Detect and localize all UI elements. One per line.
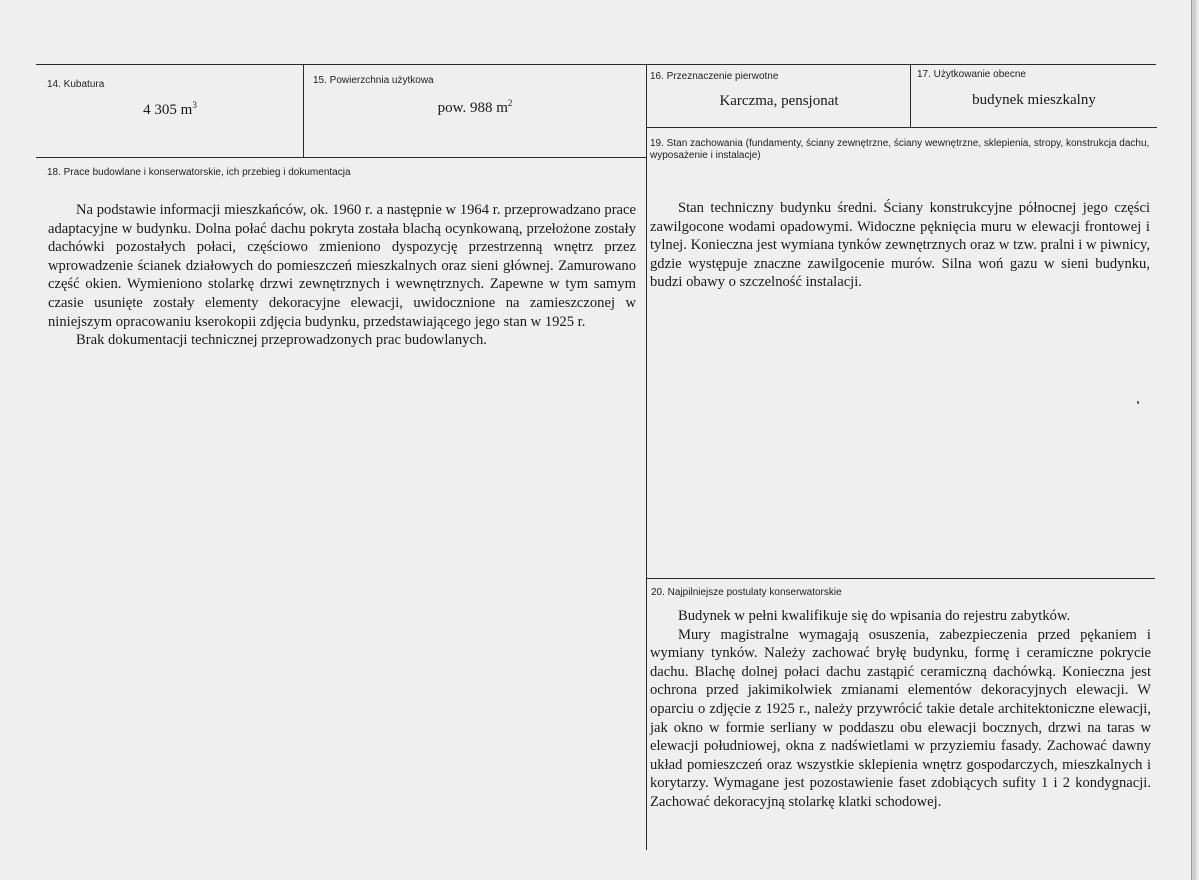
field-15-label: 15. Powierzchnia użytkowa <box>313 75 434 86</box>
paper-edge <box>1191 0 1196 880</box>
divider-14-15 <box>303 64 304 157</box>
field-14-label: 14. Kubatura <box>47 79 105 90</box>
top-rule <box>36 64 1156 65</box>
field-17-label: 17. Użytkowanie obecne <box>917 69 1026 80</box>
divider-16-17 <box>910 64 911 128</box>
field-19-paragraph-1: Stan techniczny budynku średni. Ściany konstrukcyjne północnej jego części zawilgocone wodami opadowymi. Widoczne pęknięcia muru w elewacji frontowej i tylnej. Konieczna jest wymiana tynków zewnętrznych oraz w tzw. pralni i w piwnicy, gdzie występuje znaczne zawilgocenie murów. Silna woń gazu w sieni budynku, budzi obawy o szczelność instalacji. <box>650 200 1150 291</box>
field-20-paragraph-1: Budynek w pełni kwalifikuje się do wpisania do rejestru zabytków. <box>678 608 1071 624</box>
rule-under-16-17 <box>646 127 1157 128</box>
field-20-paragraph-2: Mury magistralne wymagają osuszenia, zabezpieczenia przed pękaniem i wymiany tynków. Należy zachować bryłę budynku, formę i ceramiczne pokrycie dachu. Blachę dolnej połaci dachu zastąpić ceramiczną dachówką. Konieczna jest ochrona przed jakimikolwiek zmianami elementów dekoracyjnych elewacji. W oparciu o zdjęcie z 1925 r., należy przywrócić takie detale architektoniczne elewacji, jak okno w formie serliany w poddaszu obu elewacji bocznych, drzwi na taras w elewacji południowej, okna z nadświetlami w przyziemiu fasady. Zachować dawny układ pomieszczeń oraz wszystkie sklepienia wnętrz gospodarczych, mieszkalnych i korytarzy. Wymagane jest pozostawienie faset zdobiących sufity 1 i 2 kondygnacji. Zachować dekoracyjną stolarkę klatki schodowej. <box>650 626 1151 810</box>
field-14-value <box>40 96 300 119</box>
field-18-paragraph-2: Brak dokumentacji technicznej przeprowadzonych prac budowlanych. <box>76 332 487 349</box>
field-15-number: pow. 988 m <box>437 100 508 116</box>
field-15-unit-exponent: 2 <box>507 98 513 108</box>
field-16-label: 16. Przeznaczenie pierwotne <box>650 71 779 82</box>
field-18-paragraph-1: Na podstawie informacji mieszkańców, ok. 1960 r. a następnie w 1964 r. przeprowadzano prace adaptacyjne w budynku. Dolna połać dachu pokryta została blachą ocynkowaną, przełożone zostały dachówki pozostałych połaci, częściowo zmieniono dyspozycję przestrzenną wnętrz przez wprowadzenie ścianek działowych do pomieszczeń mieszkalnych oraz sieni głównej. Zamurowano część okien. Wymieniono stolarkę drzwi zewnętrznych i wewnętrznych. Zapewne w tym samym czasie usunięte zostały elementy dekoracyjne elewacji, uwidocznione na zamieszczonej w niniejszym opracowaniu kserokopii zdjęcia budynku, przedstawiającego jego stan w 1925 r. <box>48 202 636 330</box>
field-15-value <box>306 94 644 117</box>
field-14-number: 4 305 m <box>143 102 193 118</box>
rule-under-14-15 <box>36 157 646 158</box>
scan-speck <box>1137 401 1139 404</box>
field-18-label: 18. Prace budowlane i konserwatorskie, ich przebieg i dokumentacja <box>47 167 351 178</box>
field-19-label: 19. Stan zachowania (fundamenty, ściany zewnętrzne, ściany wewnętrzne, sklepienia, stropy, konstrukcja dachu, wyposażenie i instalacje) <box>650 138 1150 161</box>
field-20-label: 20. Najpilniejsze postulaty konserwatorskie <box>651 587 842 598</box>
field-14-unit-exponent: 3 <box>192 100 197 110</box>
divider-left-right <box>646 64 647 850</box>
field-17-value: budynek mieszkalny <box>972 92 1096 108</box>
field-16-value: Karczma, pensjonat <box>719 93 839 109</box>
field-20-text <box>650 607 1151 812</box>
rule-above-20 <box>646 578 1155 579</box>
field-19-text <box>650 199 1150 292</box>
field-18-text <box>48 201 636 350</box>
